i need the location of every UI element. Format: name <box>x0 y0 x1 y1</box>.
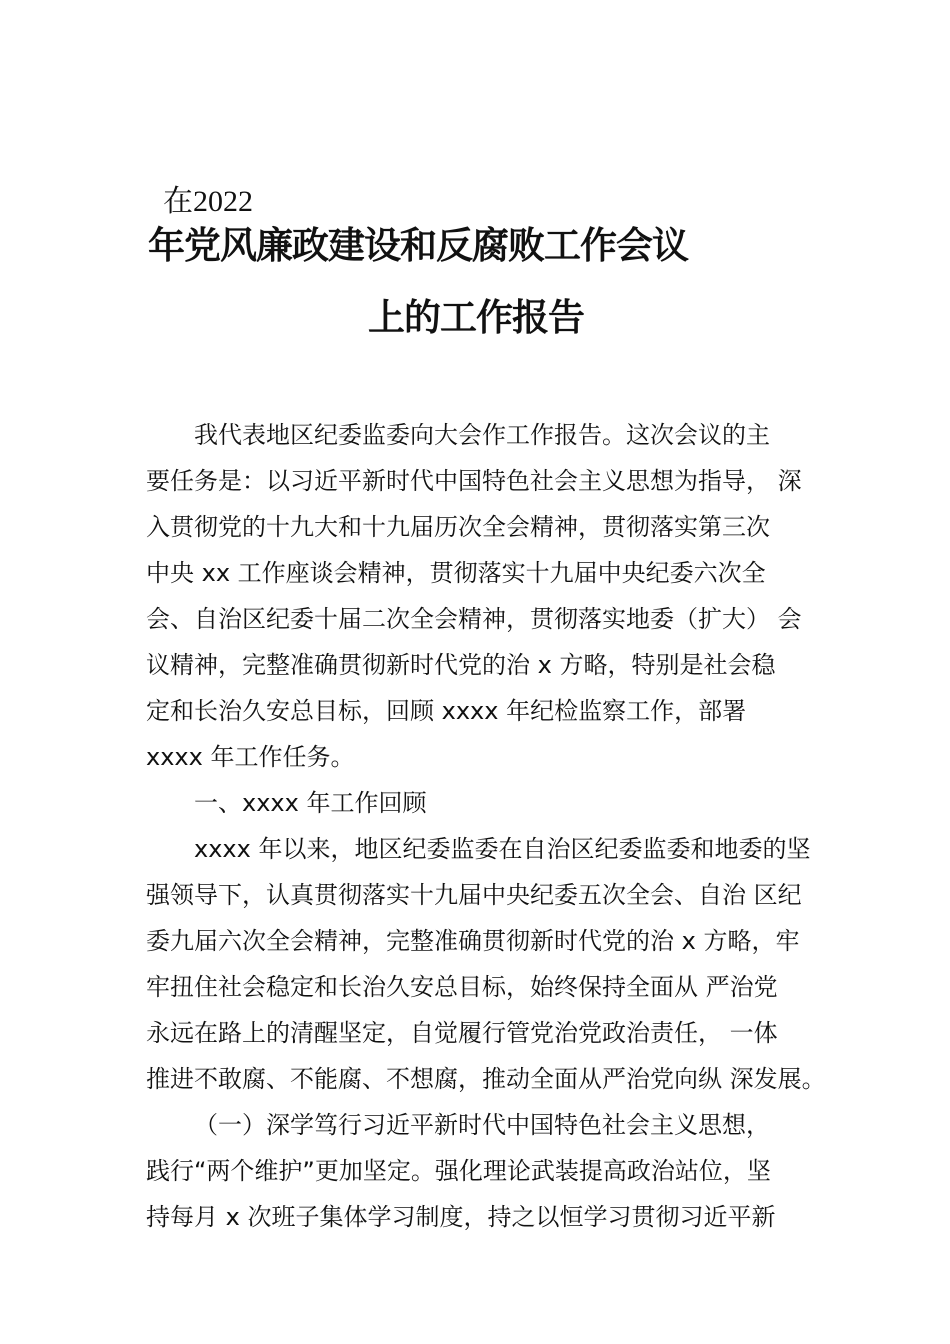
body-line: 委九届六次全会精神，完整准确贯彻新时代党的治 x 方略，牢 <box>146 927 800 955</box>
body-line: 永远在路上的清醒坚定，自觉履行管党治党政治责任， 一体 <box>146 1019 778 1047</box>
body-line: 要任务是：以习近平新时代中国特色社会主义思想为指导， 深 <box>146 467 802 495</box>
body-line: 推进不敢腐、不能腐、不想腐，推动全面从严治党向纵 深发展。 <box>146 1065 826 1093</box>
body-line: 强领导下，认真贯彻落实十九届中央纪委五次全会、自治 区纪 <box>146 881 802 909</box>
document-title-line-1: 年党风廉政建设和反腐败工作会议 <box>148 223 688 267</box>
subsection-heading: （一）深学笃行习近平新时代中国特色社会主义思想， <box>194 1111 770 1139</box>
body-line: 我代表地区纪委监委向大会作工作报告。这次会议的主 <box>194 421 770 449</box>
body-line: 议精神，完整准确贯彻新时代党的治 x 方略，特别是社会稳 <box>146 651 776 679</box>
body-line: xxxx 年工作任务。 <box>146 743 355 771</box>
body-line: 中央 xx 工作座谈会精神，贯彻落实十九届中央纪委六次全 <box>146 559 766 587</box>
document-body <box>146 412 866 1240</box>
body-line: 持每月 x 次班子集体学习制度，持之以恒学习贯彻习近平新 <box>146 1203 776 1231</box>
body-line: 牢扭住社会稳定和长治久安总目标，始终保持全面从 严治党 <box>146 973 778 1001</box>
body-line: xxxx 年以来，地区纪委监委在自治区纪委监委和地委的坚 <box>194 835 811 863</box>
body-line: 定和长治久安总目标，回顾 xxxx 年纪检监察工作，部署 <box>146 697 747 725</box>
body-line: 会、自治区纪委十届二次全会精神，贯彻落实地委（扩大） 会 <box>146 605 802 633</box>
body-line: 践行“两个维护”更加坚定。强化理论武装提高政治站位，坚 <box>146 1157 771 1185</box>
document-title-line-2: 上的工作报告 <box>368 295 584 339</box>
section-heading: 一、xxxx 年工作回顾 <box>194 789 427 817</box>
body-line: 入贯彻党的十九大和十九届历次全会精神，贯彻落实第三次 <box>146 513 770 541</box>
title-prefix: 在2022 <box>163 185 253 218</box>
